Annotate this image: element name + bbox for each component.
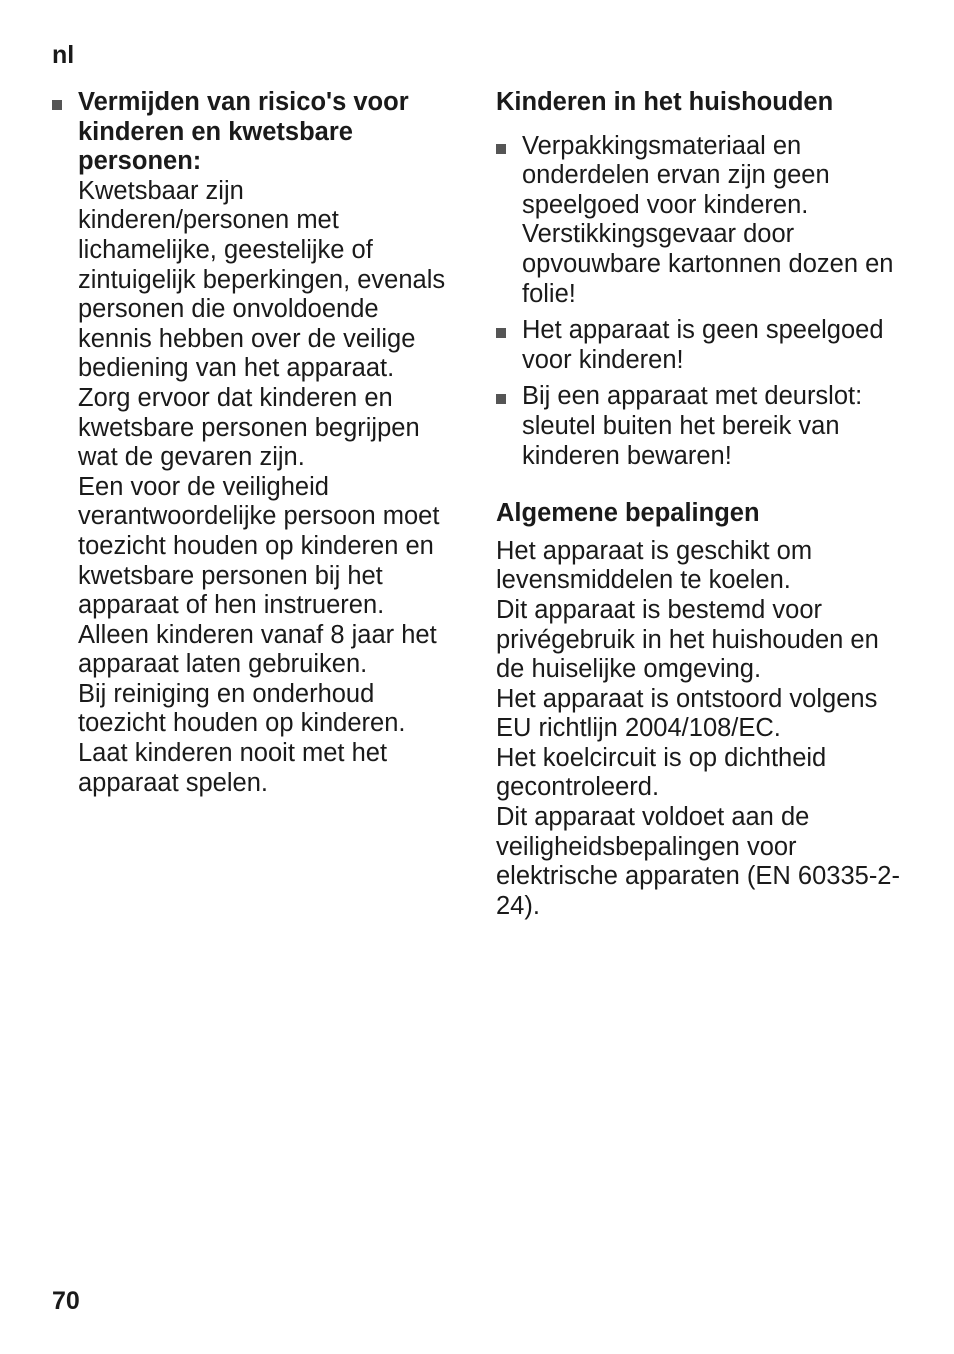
list-item: [496, 316, 906, 375]
list-item: [496, 382, 906, 471]
bullet-text: Bij een apparaat met deurslot: sleutel buiten het bereik van kinderen bewaren!: [522, 382, 863, 470]
square-bullet-icon: [496, 394, 506, 404]
paragraph: Het apparaat is ontstoord volgens EU richtlijn 2004/108/EC.: [496, 684, 878, 743]
paragraph: Bij reiniging en onderhoud toezicht houden op kinderen.: [78, 679, 406, 738]
paragraph: Een voor de veiligheid verantwoordelijke persoon moet toezicht houden op kinderen en kwetsbare personen bij het apparaat of hen instrueren.: [78, 472, 440, 620]
paragraph: Het koelcircuit is op dichtheid gecontroleerd.: [496, 743, 827, 802]
right-column: [496, 88, 906, 921]
bullet-text: Verpakkingsmateriaal en onderdelen ervan zijn geen speelgoed voor kinderen. Verstikkingsgevaar door opvouwbare kartonnen dozen en folie!: [522, 131, 894, 308]
paragraph: Dit apparaat is bestemd voor privégebruik in het huishouden en de huiselijke omgeving.: [496, 595, 879, 684]
page-number: 70: [52, 1287, 80, 1315]
left-column: [52, 88, 452, 798]
language-label: nl: [52, 41, 75, 69]
paragraph: Zorg ervoor dat kinderen en kwetsbare personen begrijpen wat de gevaren zijn.: [78, 383, 420, 472]
paragraph: Kwetsbaar zijn kinderen/personen met lichamelijke, geestelijke of zintuigelijk beperkingen, evenals personen die onvoldoende kennis hebben over de veilige bediening van het apparaat.: [78, 176, 446, 383]
bullet-item-risk-heading: [52, 88, 452, 177]
paragraph: Laat kinderen nooit met het apparaat spelen.: [78, 739, 388, 797]
paragraph: Alleen kinderen vanaf 8 jaar het apparaat laten gebruiken.: [78, 620, 437, 679]
risk-heading: Vermijden van risico's voor kinderen en kwetsbare personen:: [78, 88, 409, 176]
paragraph: Het apparaat is geschikt om levensmiddelen te koelen.: [496, 536, 813, 595]
square-bullet-icon: [52, 100, 62, 110]
paragraph: Dit apparaat voldoet aan de veiligheidsbepalingen voor elektrische apparaten (EN 60335-2-24).: [496, 803, 900, 920]
section-title-general: Algemene bepalingen: [496, 499, 760, 528]
section-title-children: Kinderen in het huishouden: [496, 88, 834, 116]
square-bullet-icon: [496, 328, 506, 338]
list-item: [496, 132, 906, 310]
bullet-text: Het apparaat is geen speelgoed voor kinderen!: [522, 316, 884, 374]
square-bullet-icon: [496, 144, 506, 154]
